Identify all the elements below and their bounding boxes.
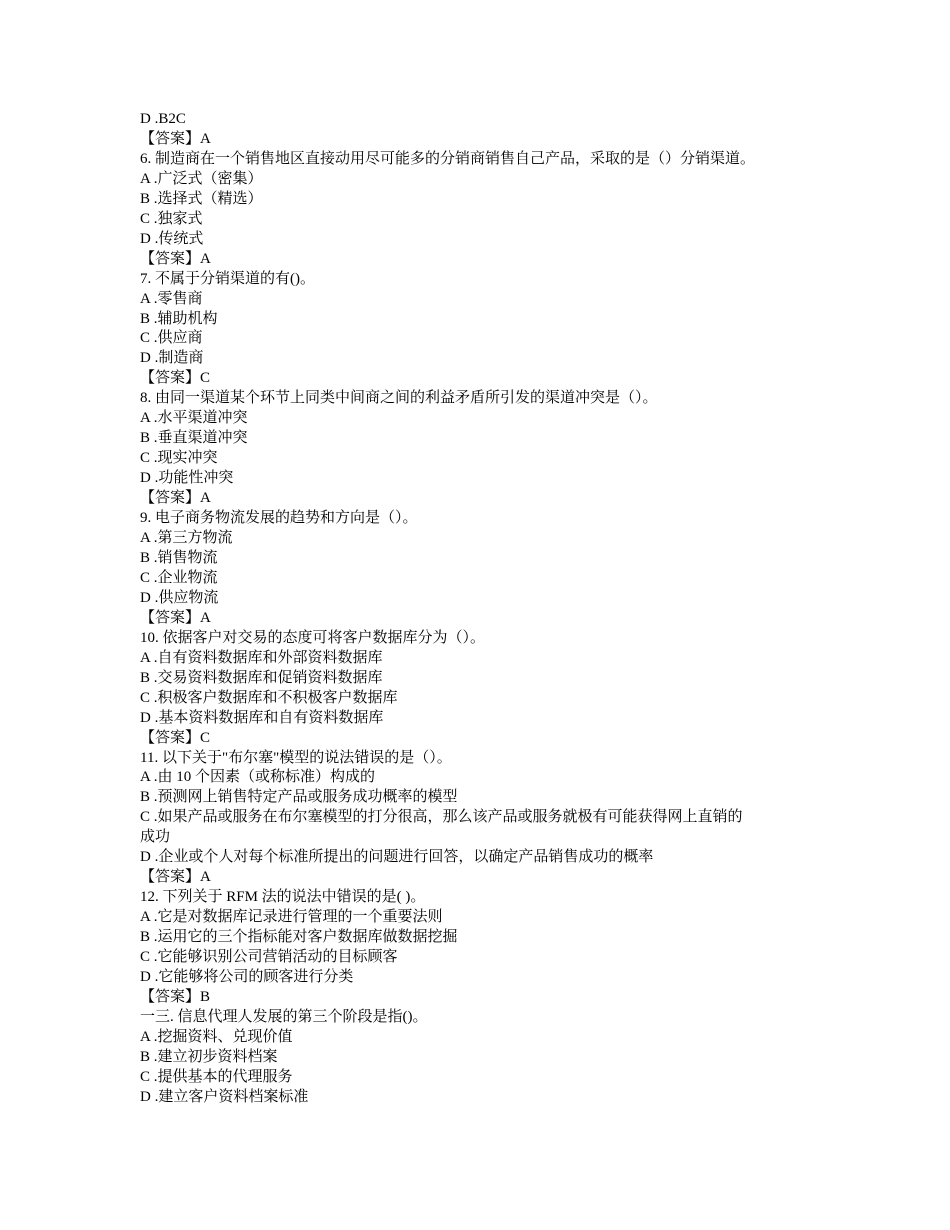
- option-line: D .企业或个人对每个标准所提出的问题进行回答，以确定产品销售成功的概率: [140, 849, 654, 866]
- answer-line: 【答案】C: [140, 370, 211, 387]
- option-line: A .自有资料数据库和外部资料数据库: [140, 649, 383, 666]
- question-line: 9. 电子商务物流发展的趋势和方向是（）。: [140, 510, 418, 527]
- option-line: B .交易资料数据库和促销资料数据库: [140, 669, 383, 686]
- text-line: 成功: [140, 829, 171, 846]
- question-line: 8. 由同一渠道某个环节上同类中间商之间的利益矛盾所引发的渠道冲突是（）。: [140, 390, 658, 407]
- option-line: A .挖掘资料、兑现价值: [140, 1028, 293, 1045]
- question-line: 7. 不属于分销渠道的有()。: [140, 270, 315, 287]
- option-line: A .零售商: [140, 290, 203, 307]
- question-line: 12. 下列关于 RFM 法的说法中错误的是( )。: [140, 889, 426, 906]
- answer-line: 【答案】A: [140, 130, 211, 147]
- option-line: A .广泛式（密集）: [140, 170, 263, 187]
- question-line: 10. 依据客户对交易的态度可将客户数据库分为（）。: [140, 629, 486, 646]
- option-line: C .提供基本的代理服务: [140, 1068, 293, 1085]
- option-line: C .如果产品或服务在布尔塞模型的打分很高，那么该产品或服务就极有可能获得网上直销的: [140, 809, 743, 826]
- answer-line: 【答案】C: [140, 729, 211, 746]
- option-line: D .传统式: [140, 230, 204, 247]
- option-line: A .水平渠道冲突: [140, 410, 248, 427]
- option-line: B .辅助机构: [140, 310, 218, 327]
- option-line: A .由 10 个因素（或称标准）构成的: [140, 769, 376, 786]
- option-line: C .它能够识别公司营销活动的目标顾客: [140, 949, 398, 966]
- answer-line: 【答案】A: [140, 250, 211, 267]
- answer-line: 【答案】A: [140, 490, 211, 507]
- option-line: B .垂直渠道冲突: [140, 430, 248, 447]
- option-line: B .选择式（精选）: [140, 190, 263, 207]
- option-line: B .预测网上销售特定产品或服务成功概率的模型: [140, 789, 458, 806]
- answer-line: 【答案】A: [140, 869, 211, 886]
- option-line: D .供应物流: [140, 589, 219, 606]
- option-line: B .建立初步资料档案: [140, 1048, 278, 1065]
- option-line: D .它能够将公司的顾客进行分类: [140, 968, 354, 985]
- option-line: D .建立客户资料档案标准: [140, 1088, 309, 1105]
- question-line: 11. 以下关于"布尔塞"模型的说法错误的是（）。: [140, 749, 452, 766]
- option-line: B .运用它的三个指标能对客户数据库做数据挖掘: [140, 929, 458, 946]
- question-line: 一三. 信息代理人发展的第三个阶段是指()。: [140, 1008, 428, 1025]
- option-line: C .企业物流: [140, 569, 218, 586]
- option-line: A .它是对数据库记录进行管理的一个重要法则: [140, 909, 443, 926]
- option-line: D .功能性冲突: [140, 470, 234, 487]
- option-line: A .第三方物流: [140, 530, 233, 547]
- answer-line: 【答案】B: [140, 988, 211, 1005]
- option-line: C .供应商: [140, 330, 203, 347]
- option-line: D .B2C: [140, 111, 186, 127]
- question-line: 6. 制造商在一个销售地区直接动用尽可能多的分销商销售自己产品，采取的是（）分销渠道。: [140, 150, 756, 167]
- option-line: D .制造商: [140, 350, 204, 367]
- document-page: [140, 110, 820, 1108]
- option-line: C .积极客户数据库和不积极客户数据库: [140, 689, 398, 706]
- option-line: C .独家式: [140, 210, 203, 227]
- answer-line: 【答案】A: [140, 609, 211, 626]
- option-line: D .基本资料数据库和自有资料数据库: [140, 709, 384, 726]
- option-line: B .销售物流: [140, 549, 218, 566]
- option-line: C .现实冲突: [140, 450, 218, 467]
